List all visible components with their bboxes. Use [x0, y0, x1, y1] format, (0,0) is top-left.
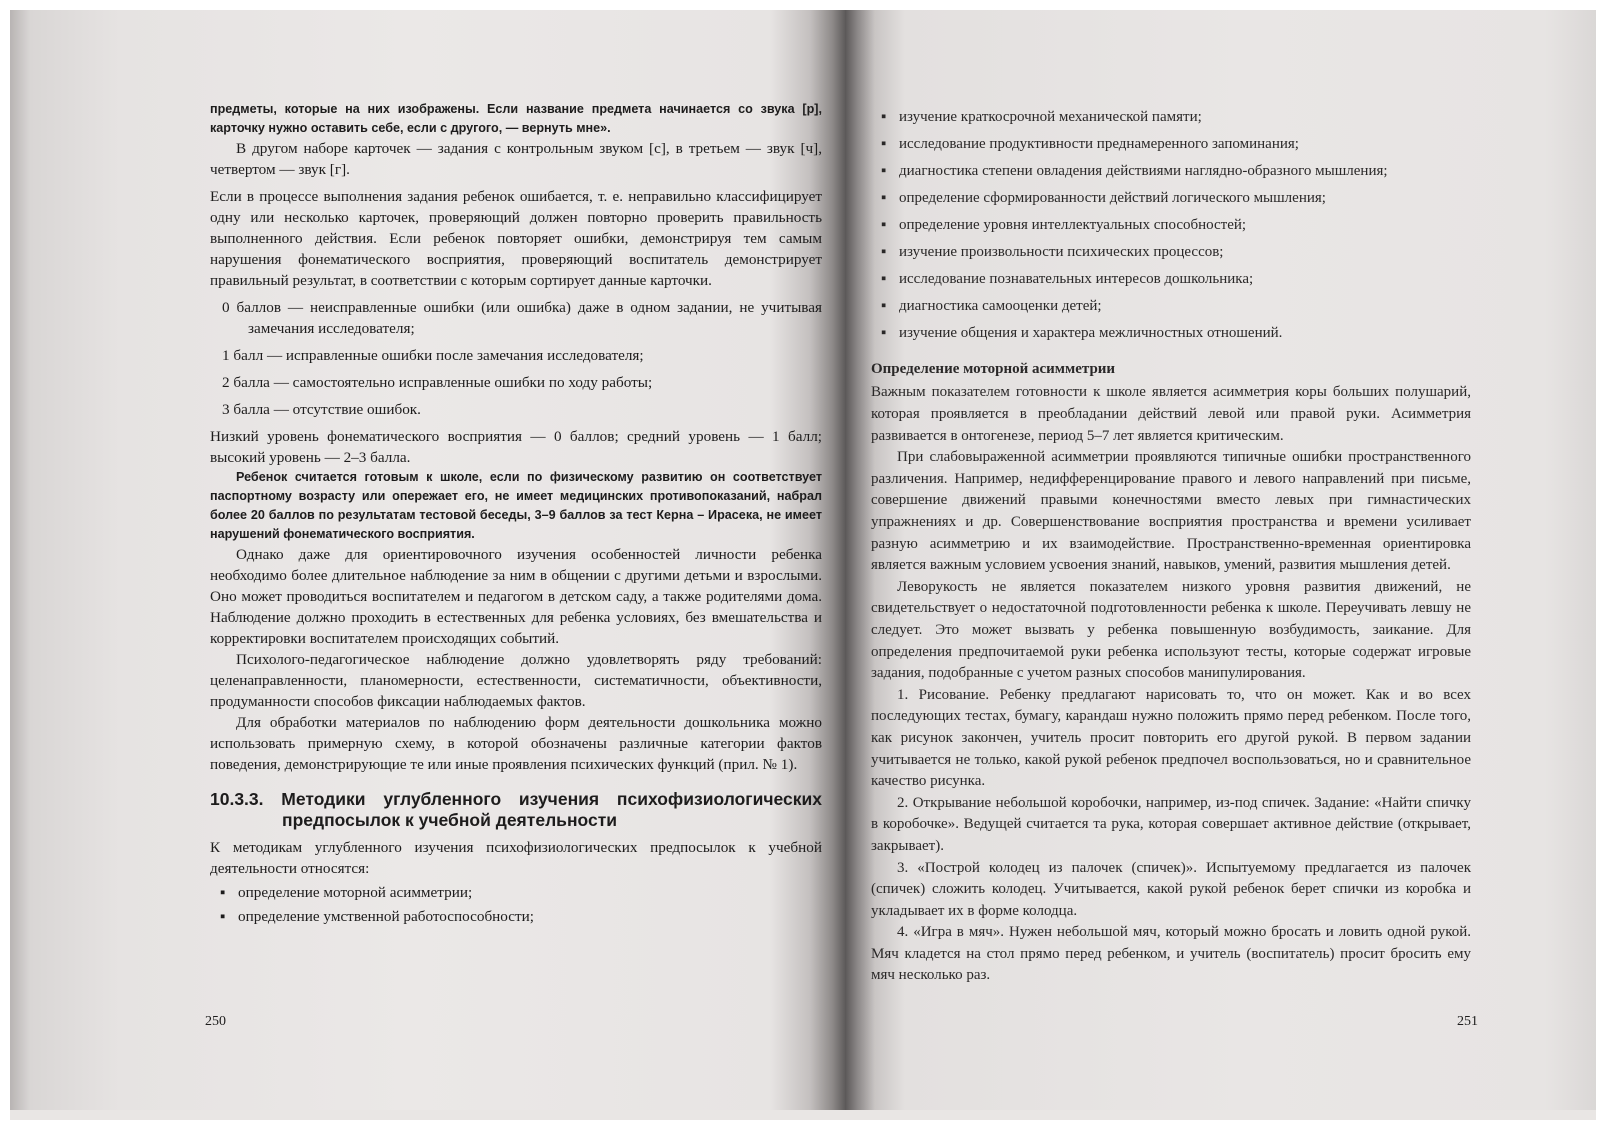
section-heading: 10.3.3. Методики углубленного изучения психофизиологических предпосылок к учебной деятельности: [210, 789, 822, 830]
list-item: ▪ определение моторной асимметрии;: [220, 884, 473, 901]
list-item: ▪ определение сформированности действий логического мышления;: [871, 188, 1471, 210]
page-number-right: 251: [1457, 1014, 1478, 1029]
bullet-icon: ▪: [881, 244, 887, 261]
score-item-1: 1 балл — исправленные ошибки после замечания исследователя;: [222, 347, 644, 364]
right-page: [845, 10, 1596, 1110]
left-page: [10, 10, 845, 1110]
paragraph-weak-asymmetry: При слабовыраженной асимметрии проявляются типичные ошибки пространственного различения. Например, недифференцирование правого и левого направлений при письме, совершение движений правыми конечностями вместо левых при гимнастических упражнениях и др. Совершенствование восприятия пространства и времени усиливает разную асимметрию и их взаимодействие. Пространственно-временная ориентировка является важным условием усвоения знаний, навыков, умений, развития мышления детей.: [871, 449, 1471, 574]
list-item: ▪ диагностика степени овладения действиями наглядно-образного мышления;: [871, 161, 1471, 183]
bullet-icon: ▪: [220, 884, 226, 901]
paragraph-cards: В другом наборе карточек — задания с контрольным звуком [с], в третьем — звук [ч], четвертом — звук [г].: [210, 140, 822, 178]
test-item-1: 1. Рисование. Ребенку предлагают нарисовать то, что он может. Как и во всех последующих тестах, бумагу, карандаш нужно положить прямо перед ребенком. После того, как рисунок закончен, учитель просит повторить его другой рукой. В первом задании учитывается не только, какой рукой ребенок предпочел воспользоваться, но и сравнительное качество рисунка.: [871, 686, 1471, 790]
paragraph-asymmetry: Важным показателем готовности к школе является асимметрия коры больших полушарий, которая проявляется в преобладании действий левой или правой руки. Асимметрия развивается в онтогенезе, период 5–7 лет является критическим.: [871, 384, 1471, 444]
paragraph-levels: Низкий уровень фонематического восприятия — 0 баллов; средний уровень — 1 балл; высокий уровень — 2–3 балла.: [210, 428, 822, 466]
paragraph-methods: К методикам углубленного изучения психофизиологических предпосылок к учебной деятельности относятся:: [210, 839, 822, 877]
paragraph-requirements: Психолого-педагогическое наблюдение должно удовлетворять ряду требований: целенаправленности, планомерности, естественности, систематичности, объективности, продуманности способов фиксации наблюдаемых фактов.: [210, 651, 822, 710]
paragraph-errors: Если в процессе выполнения задания ребенок ошибается, т. е. неправильно классифицирует одну или несколько карточек, проверяющий должен повторно проверить правильность выполненного действия. Если ребенок повторяет ошибки, демонстрируя тем самым нарушения фонематического восприятия, проверяющий воспитатель демонстрирует правильный результат, в соответствии с которым сортирует данные карточки.: [210, 188, 822, 289]
left-text-column: [210, 100, 822, 930]
list-item: ▪ изучение общения и характера межличностных отношений.: [871, 323, 1471, 345]
bullet-icon: ▪: [881, 136, 887, 153]
score-item-2: 2 балла — самостоятельно исправленные ошибки по ходу работы;: [222, 374, 653, 391]
subheading-motor-asymmetry: Определение моторной асимметрии: [871, 360, 1116, 377]
list-item: ▪ исследование познавательных интересов дошкольника;: [871, 269, 1471, 291]
list-item: ▪ исследование продуктивности преднамеренного запоминания;: [871, 134, 1471, 156]
right-text-column: [871, 102, 1471, 987]
book-scan: [10, 10, 1596, 1120]
page-number-left: 250: [205, 1014, 226, 1029]
paragraph-readiness: Ребенок считается готовым к школе, если по физическому развитию он соответствует паспортному возрасту или опережает его, не имеет медицинских противопоказаний, набрал более 20 баллов по результатам тестовой беседы, 3–9 баллов за тест Керна – Ирасека, не имеет нарушений фонематического восприятия.: [210, 470, 822, 541]
list-item: ▪ диагностика самооценки детей;: [871, 296, 1471, 318]
test-item-4: 4. «Игра в мяч». Нужен небольшой мяч, который можно бросать и ловить одной рукой. Мяч кладется на стол прямо перед ребенком, и учитель (воспитатель) просит бросить ему мяч несколько раз.: [871, 924, 1471, 984]
list-item: ▪ изучение краткосрочной механической памяти;: [871, 107, 1471, 129]
list-item: ▪ изучение произвольности психических процессов;: [871, 242, 1471, 264]
bullet-icon: ▪: [881, 325, 887, 342]
bullet-icon: ▪: [881, 190, 887, 207]
bullet-icon: ▪: [881, 271, 887, 288]
left-bullet-list: [210, 882, 822, 927]
paragraph-left-handedness: Леворукость не является показателем низкого уровня развития движений, не свидетельствует о недостаточной подготовленности ребенка к школе. Переучивать левшу не следует. Это может вызвать у ребенка повышенную возбудимость, заикание. Для определения предпочитаемой руки ребенка используют тесты, которые содержат игровые задания, подобранные с учетом разных способов манипулирования.: [871, 578, 1471, 682]
right-bullet-list: [871, 107, 1471, 344]
paragraph-observation: Однако даже для ориентировочного изучения особенностей личности ребенка необходимо более длительное наблюдение за ним в общении с другими детьми и взрослыми. Оно может проводиться воспитателем и педагогом в детском саду, а также родителями дома. Наблюдение должно проходить в естественных для ребенка условиях, без вмешательства и корректировки воспитателем происходящих событий.: [210, 546, 822, 647]
score-item-3: 3 балла — отсутствие ошибок.: [222, 401, 421, 418]
paragraph-scheme: Для обработки материалов по наблюдению форм деятельности дошкольника можно использовать примерную схему, в которой обозначены различные категории фактов поведения, демонстрирующие те или иные проявления психических функций (прил. № 1).: [210, 714, 822, 773]
test-item-3: 3. «Построй колодец из палочек (спичек)». Испытуемому предлагается из палочек (спичек) сложить колодец. Учитывается, какой рукой ребенок берет спички из коробка и укладывает их в форме колодца.: [871, 859, 1471, 919]
intro-paragraph: предметы, которые на них изображены. Если название предмета начинается со звука [р], карточку нужно оставить себе, если с другого, — вернуть мне».: [210, 102, 822, 135]
bullet-icon: ▪: [881, 298, 887, 315]
test-item-2: 2. Открывание небольшой коробочки, например, из-под спичек. Задание: «Найти спичку в коробочке». Ведущей считается та рука, которая совершает активное действие (открывает, закрывает).: [871, 794, 1471, 854]
list-item: ▪ определение уровня интеллектуальных способностей;: [871, 215, 1471, 237]
bullet-icon: ▪: [881, 163, 887, 180]
list-item: ▪ определение умственной работоспособности;: [220, 908, 535, 925]
bullet-icon: ▪: [881, 109, 887, 126]
bullet-icon: ▪: [220, 908, 226, 925]
bullet-icon: ▪: [881, 217, 887, 234]
score-item-0: 0 баллов — неисправленные ошибки (или ошибка) даже в одном задании, не учитывая замечания исследователя;: [222, 299, 822, 337]
